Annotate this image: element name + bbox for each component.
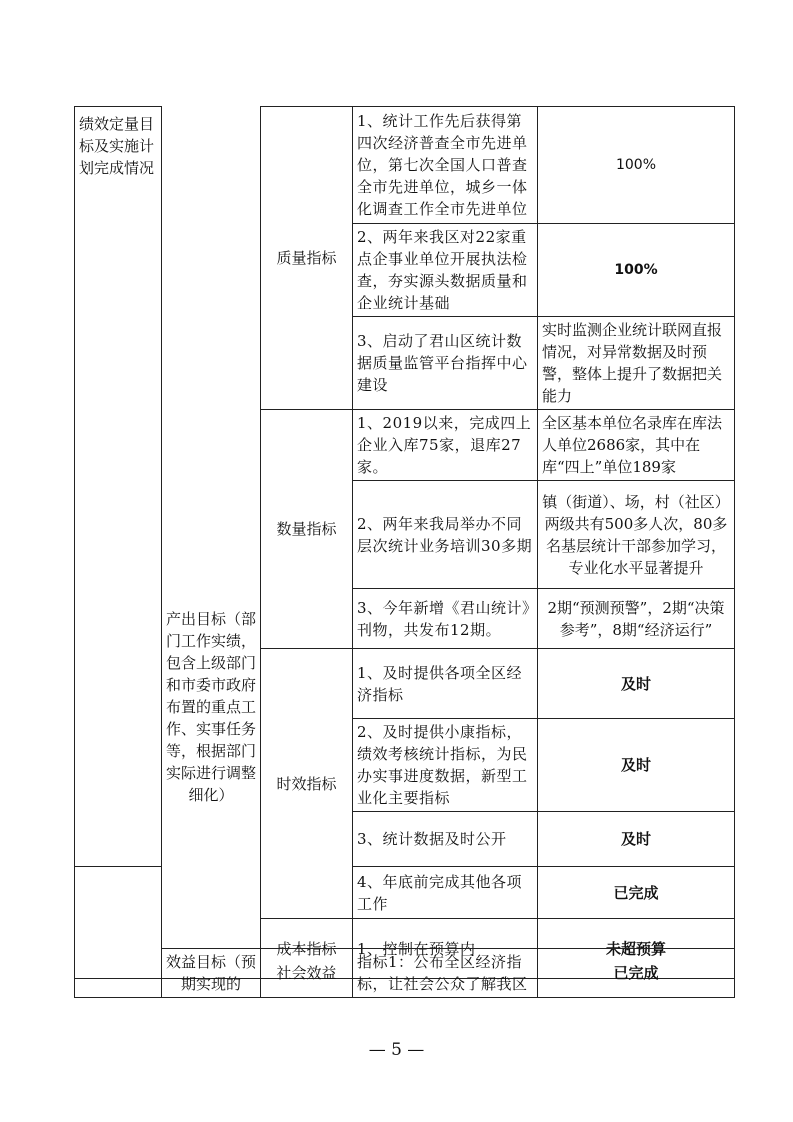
quantity-desc-2: 2、两年来我局举办不同层次统计业务培训30多期 [353, 481, 538, 589]
quality-desc-3: 3、启动了君山区统计数据质量监管平台指挥中心建设 [353, 317, 538, 410]
quantity-desc-1: 1、2019以来，完成四上企业入库75家，退库27家。 [353, 410, 538, 481]
benefit-table [74, 948, 735, 998]
timeliness-desc-2: 2、及时提供小康指标，绩效考核统计指标，为民办实事进度数据，新型工业化主要指标 [353, 719, 538, 812]
social-desc-1: 指标1：公布全区经济指标，让社会公众了解我区 [353, 949, 538, 998]
quantity-desc-3: 3、今年新增《君山统计》刊物，共发布12期。 [353, 589, 538, 649]
quantity-value-2: 镇（街道）、场，村（社区）两级共有500多人次，80多名基层统计干部参加学习，专业化水平显著提升 [538, 481, 735, 589]
quantity-indicator-label: 数量指标 [261, 410, 353, 649]
quantity-value-1: 全区基本单位名录库在库法人单位2686家，其中在库“四上”单位189家 [538, 410, 735, 481]
timeliness-desc-4: 4、年底前完成其他各项工作 [353, 867, 538, 919]
timeliness-value-1: 及时 [538, 649, 735, 719]
social-value-1: 已完成 [538, 949, 735, 998]
timeliness-desc-3: 3、统计数据及时公开 [353, 812, 538, 867]
output-target-cell [162, 107, 261, 979]
cost-desc-1: 1、控制在预算内 [353, 919, 538, 979]
quality-desc-2: 2、两年来我区对22家重点企事业单位开展执法检查，夯实源头数据质量和企业统计基础 [353, 224, 538, 317]
quality-indicator-label: 质量指标 [261, 107, 353, 410]
quality-value-1: 100% [538, 107, 735, 224]
timeliness-value-2: 及时 [538, 719, 735, 812]
quality-desc-1: 1、统计工作先后获得第四次经济普查全市先进单位，第七次全国人口普查全市先进单位，城乡一体化调查工作全市先进单位 [353, 107, 538, 224]
timeliness-desc-1: 1、及时提供各项全区经济指标 [353, 649, 538, 719]
table-row [75, 949, 735, 998]
quality-value-3: 实时监测企业统计联网直报情况，对异常数据及时预警，整体上提升了数据把关能力 [538, 317, 735, 410]
timeliness-value-3: 及时 [538, 812, 735, 867]
page-number: — 5 — [368, 1040, 425, 1060]
cost-value-1: 未超预算 [538, 919, 735, 979]
table-row [75, 107, 735, 224]
blank-cell [75, 949, 162, 998]
cost-indicator-label: 成本指标 [261, 919, 353, 979]
timeliness-indicator-label: 时效指标 [261, 649, 353, 919]
target-completion-header: 绩效定量目标及实施计划完成情况 [75, 107, 162, 867]
quality-value-2: 100% [538, 224, 735, 317]
quantity-value-3: 2期“预测预警”，2期“决策参考”，8期“经济运行” [538, 589, 735, 649]
social-benefit-label: 社会效益 [261, 949, 353, 998]
benefit-target-label: 效益目标（预期实现的 [162, 949, 261, 998]
output-target-label: 产出目标（部门工作实绩，包含上级部门和市委市政府布置的重点工作、实事任务等，根据部门实际进行调整细化） [166, 610, 257, 805]
timeliness-value-4: 已完成 [538, 867, 735, 919]
performance-table [74, 106, 735, 979]
